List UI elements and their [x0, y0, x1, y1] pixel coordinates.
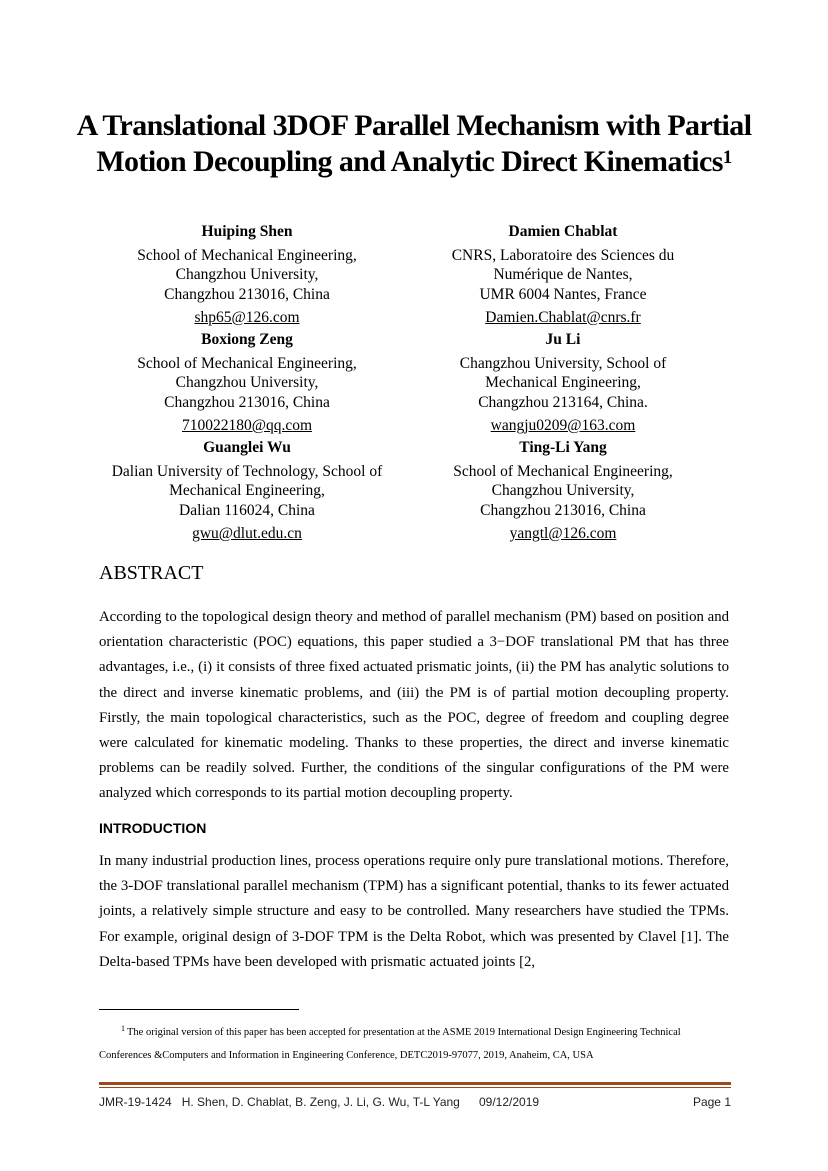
author-name: Guanglei Wu — [203, 439, 291, 456]
footer-page-number: Page 1 — [692, 1095, 731, 1109]
footer-manuscript-ref: JMR-19-1424 H. Shen, D. Chablat, B. Zeng, J. Li, G. Wu, T-L Yang — [99, 1095, 460, 1109]
footer-rule-thick — [99, 1082, 731, 1085]
author-email-link[interactable]: Damien.Chablat@cnrs.fr — [485, 309, 641, 326]
author-block — [78, 438, 416, 544]
author-affiliation: School of Mechanical Engineering, Changzhou University, Changzhou 213016, China — [137, 354, 357, 411]
author-block — [398, 438, 728, 544]
author-block — [82, 330, 412, 436]
abstract-paragraph: According to the topological design theory and method of parallel mechanism (PM) based on position and orientation characteristic (POC) equations, this paper studied a 3−DOF translational PM that has three advantages, i.e., (i) it consists of three fixed actuated prismatic joints, (ii) the PM has analytic solutions to the direct and inverse kinematic problems, and (iii) the PM is of partial motion decoupling property. Firstly, the main topological characteristics, such as the POC, degree of freedom and coupling degree were calculated for kinematic modeling. Thanks to these properties, the direct and inverse kinematic problems can be readily solved. Further, the conditions of the singular configurations of the PM were analyzed which corresponds to its partial motion decoupling property. — [99, 609, 729, 802]
title-footnote-mark: 1 — [722, 147, 732, 168]
author-affiliation: Changzhou University, School of Mechanical Engineering, Changzhou 213164, China. — [459, 354, 667, 411]
author-email-link[interactable]: shp65@126.com — [194, 309, 300, 326]
paper-title-text: A Translational 3DOF Parallel Mechanism with Partial Motion Decoupling and Analytic Direct Kinematics — [76, 109, 752, 178]
footnote-mark: 1 — [121, 1024, 125, 1033]
page-footer — [99, 1095, 731, 1111]
author-email-link[interactable]: gwu@dlut.edu.cn — [192, 525, 302, 542]
footnote — [99, 1021, 731, 1067]
introduction-heading: INTRODUCTION — [99, 820, 207, 836]
author-email-link[interactable]: 710022180@qq.com — [181, 417, 313, 434]
introduction-paragraph: In many industrial production lines, process operations require only pure translational motions. Therefore, the 3-DOF translational parallel mechanism (TPM) has a significant potential, thanks to its fewer actuated joints, a relatively simple structure and easy to be controlled. Many researchers have studied the TPMs. For example, original design of 3-DOF TPM is the Delta Robot, which was presented by Clavel [1]. The Delta-based TPMs have been developed with prismatic actuated joints [2, — [99, 853, 729, 970]
author-name: Ting-Li Yang — [519, 439, 607, 456]
author-name: Huiping Shen — [201, 223, 293, 240]
footer-date: 09/12/2019 — [479, 1095, 540, 1109]
author-affiliation: School of Mechanical Engineering, Changzhou University, Changzhou 213016, China — [137, 246, 357, 303]
author-affiliation: School of Mechanical Engineering, Changzhou University, Changzhou 213016, China — [453, 462, 673, 519]
footnote-text: The original version of this paper has been accepted for presentation at the ASME 2019 International Design Engineering Technical Conferences &Computers and Information in Engineering Conference, DETC2019-97077, 2019, Anaheim, CA, USA — [99, 1027, 681, 1061]
footer-rule-thin — [99, 1087, 731, 1088]
author-name: Damien Chablat — [508, 223, 618, 240]
author-affiliation: CNRS, Laboratoire des Sciences du Numérique de Nantes, UMR 6004 Nantes, France — [451, 246, 675, 303]
paper-title — [70, 108, 758, 180]
author-block — [82, 222, 412, 328]
author-email-link[interactable]: wangju0209@163.com — [490, 417, 636, 434]
author-block — [398, 222, 728, 328]
author-email-link[interactable]: yangtl@126.com — [509, 525, 617, 542]
author-name: Boxiong Zeng — [201, 331, 293, 348]
abstract-heading: ABSTRACT — [99, 562, 204, 584]
author-name: Ju Li — [545, 331, 581, 348]
author-affiliation: Dalian University of Technology, School of Mechanical Engineering, Dalian 116024, China — [111, 462, 383, 519]
author-block — [398, 330, 728, 436]
footnote-separator — [99, 1009, 299, 1010]
